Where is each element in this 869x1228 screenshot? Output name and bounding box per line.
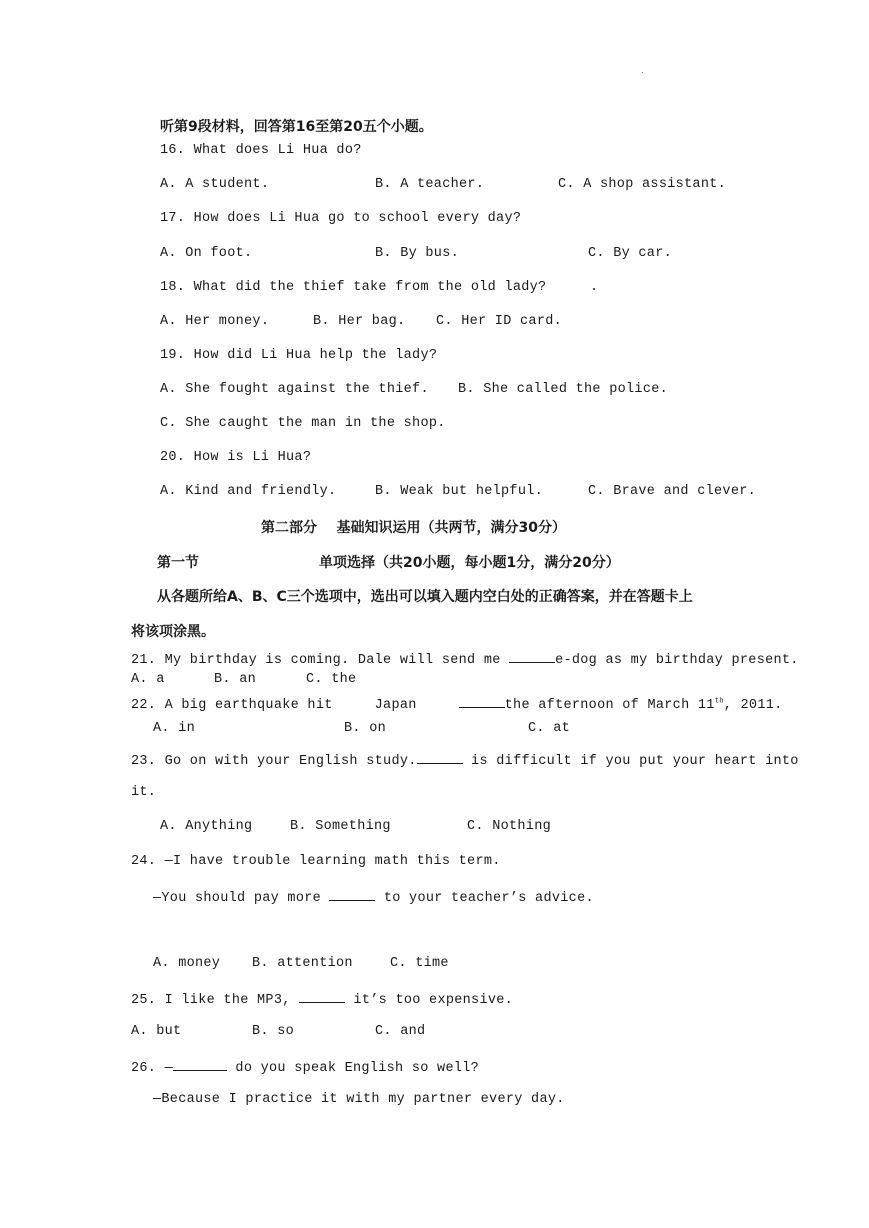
question-22-blank	[459, 695, 505, 708]
question-22-superscript: th	[714, 697, 724, 706]
question-22-text-after: the afternoon of March 11	[504, 698, 715, 713]
instruction-line-2: 将该项涂黑。	[131, 624, 215, 640]
question-17-option-c: C. By car.	[588, 246, 673, 261]
question-18-option-a: A. Her money.	[160, 314, 270, 329]
question-17-option-b: B. By bus.	[375, 246, 460, 261]
question-22-option-c: C. at	[528, 721, 571, 736]
question-21-option-a: A. a	[131, 672, 165, 687]
question-25-stem	[131, 990, 513, 1008]
question-23-option-a: A. Anything	[160, 819, 253, 834]
part-two-title: 第二部分 基础知识运用（共两节，满分30分）	[261, 520, 566, 536]
question-23-option-b: B. Something	[290, 819, 391, 834]
question-24-option-b: B. attention	[252, 956, 353, 971]
question-21-text-before: 21. My birthday is coming. Dale will send me	[131, 653, 510, 668]
section-intro: 听第9段材料，回答第16至第20五个小题。	[160, 119, 433, 135]
question-19-option-a: A. She fought against the thief.	[160, 382, 429, 397]
question-22-text-before: 22. A big earthquake hit Japan	[131, 698, 459, 713]
question-24-option-c: C. time	[390, 956, 449, 971]
question-26-text-before: 26. —	[131, 1061, 174, 1076]
question-17-option-a: A. On foot.	[160, 246, 253, 261]
question-18-option-b: B. Her bag.	[313, 314, 406, 329]
question-19-option-c: C. She caught the man in the shop.	[160, 416, 446, 431]
question-20-option-c: C. Brave and clever.	[588, 484, 757, 499]
question-25-text-before: 25. I like the MP3,	[131, 993, 300, 1008]
question-24-text-after: to your teacher’s advice.	[375, 891, 594, 906]
question-22-option-a: A. in	[153, 721, 196, 736]
header-mark: .	[641, 66, 644, 75]
question-26-blank	[173, 1058, 227, 1071]
question-23-option-c: C. Nothing	[467, 819, 552, 834]
question-21-stem	[131, 650, 799, 668]
question-16-option-a: A. A student.	[160, 177, 270, 192]
question-18-mark: .	[590, 280, 599, 295]
question-24-line-1: 24. —I have trouble learning math this term.	[131, 854, 501, 869]
question-25-blank	[299, 990, 345, 1003]
question-23-text-after: is difficult if you put your heart into	[462, 754, 799, 769]
question-21-text-after: e-dog as my birthday present.	[555, 653, 799, 668]
question-16-option-c: C. A shop assistant.	[558, 177, 727, 192]
question-17-stem: 17. How does Li Hua go to school every day?	[160, 211, 522, 226]
question-23-text-before: 23. Go on with your English study.	[131, 754, 417, 769]
section-one-title: 单项选择（共20小题，每小题1分，满分20分）	[319, 555, 620, 571]
question-16-stem: 16. What does Li Hua do?	[160, 143, 362, 158]
question-16-option-b: B. A teacher.	[375, 177, 485, 192]
question-25-text-after: it’s too expensive.	[345, 993, 514, 1008]
question-26-stem	[131, 1058, 479, 1076]
section-one-label: 第一节	[157, 555, 199, 571]
question-21-blank	[509, 650, 555, 663]
question-19-option-b: B. She called the police.	[458, 382, 669, 397]
question-25-option-b: B. so	[252, 1024, 295, 1039]
question-24-line-2	[153, 888, 594, 906]
question-20-stem: 20. How is Li Hua?	[160, 450, 312, 465]
question-23-blank	[417, 751, 463, 764]
question-21-option-b: B. an	[214, 672, 257, 687]
question-22-tail: , 2011.	[723, 698, 783, 713]
question-20-option-a: A. Kind and friendly.	[160, 484, 337, 499]
question-23-continuation: it.	[131, 785, 157, 800]
question-26-line-2: —Because I practice it with my partner every day.	[153, 1092, 565, 1107]
question-24-text-before: —You should pay more	[153, 891, 330, 906]
instruction-line-1: 从各题所给A、B、C三个选项中，选出可以填入题内空白处的正确答案，并在答题卡上	[157, 589, 693, 605]
question-26-text-after: do you speak English so well?	[227, 1061, 480, 1076]
question-18-option-c: C. Her ID card.	[436, 314, 563, 329]
question-25-option-a: A. but	[131, 1024, 182, 1039]
question-22-option-b: B. on	[344, 721, 387, 736]
question-22-stem	[131, 695, 783, 713]
question-20-option-b: B. Weak but helpful.	[375, 484, 544, 499]
question-19-stem: 19. How did Li Hua help the lady?	[160, 348, 438, 363]
question-24-option-a: A. money	[153, 956, 221, 971]
question-23-stem	[131, 751, 799, 769]
question-18-stem: 18. What did the thief take from the old lady?	[160, 280, 547, 295]
question-21-option-c: C. the	[306, 672, 357, 687]
question-25-option-c: C. and	[375, 1024, 426, 1039]
question-24-blank	[329, 888, 375, 901]
